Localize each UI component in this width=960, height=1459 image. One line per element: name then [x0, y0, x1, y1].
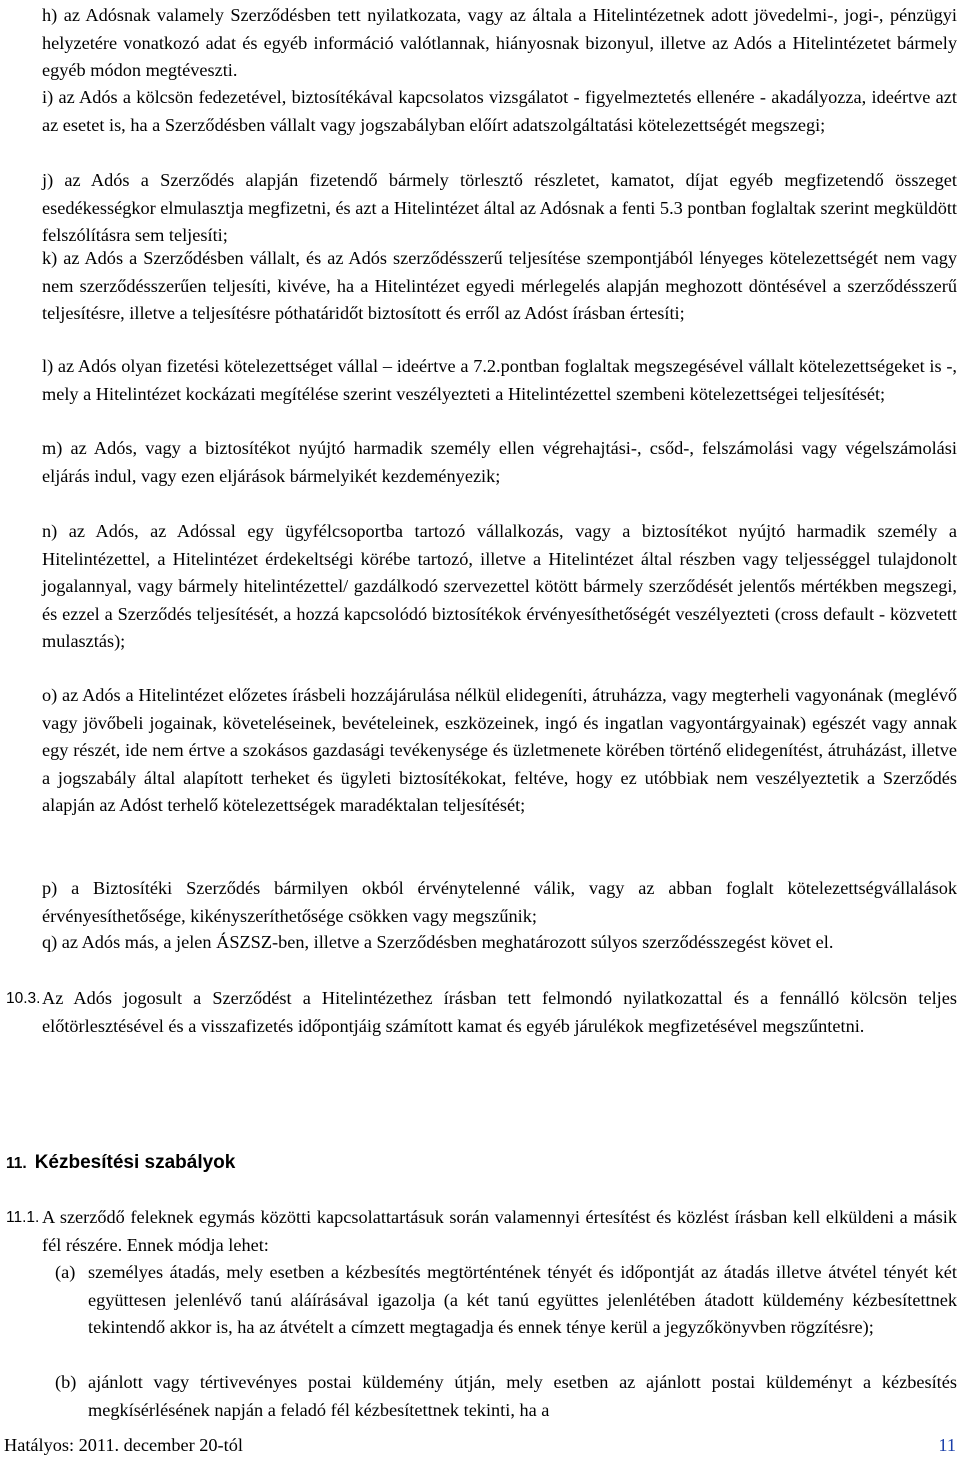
section-number: 11. [6, 1155, 27, 1172]
section-title: Kézbesítési szabályok [34, 1152, 236, 1173]
clause-number-11-1: 11.1. [6, 1209, 40, 1226]
footer-page-number: 11 [938, 1435, 956, 1455]
footer-effective-date: Hatályos: 2011. december 20-tól [4, 1435, 243, 1455]
clause-item-p: p) a Biztosítéki Szerződés bármilyen okból érvénytelenné válik, vagy az abban foglalt kötelezettségvállalások érvényesíthetősége, kikényszeríthetősége csökken vagy megszűnik; [42, 878, 957, 926]
subitem-label-b: (b) [55, 1372, 77, 1392]
clause-item-o: o) az Adós a Hitelintézet előzetes írásbeli hozzájárulása nélkül elidegeníti, átruházza, vagy megterheli vagyonának (meglévő vagy jövőbeli jogainak, követeléseinek, bevételeinek, eszközeinek, ingó és ingatlan vagyontárgyainak) egészét vagy annak egy részét, ide nem értve a szokásos gazdasági tevékenysége és üzletmenete körében történő elidegenítést, átruházást, illetve a jogszabály által alapított terheket és ügyleti biztosítékokat, feltéve, hogy ez utóbbiak nem veszélyeztetik a Szerződés alapján az Adóst terhelő kötelezettségek maradéktalan teljesítését; [42, 685, 957, 816]
clause-item-k: k) az Adós a Szerződésben vállalt, és az Adós szerződésszerű teljesítése szempontjából lényeges kötelezettségét nem vagy nem szerződésszerűen teljesíti, kivéve, ha a Hitelintézet egyedi mérlegelés alapján meghozott döntésével a szerződésszerű teljesítésre, illetve a teljesítésre póthatáridőt biztosított és erről az Adóst írásban értesíti; [42, 248, 957, 324]
clause-item-l: l) az Adós olyan fizetési kötelezettséget vállal – ideértve a 7.2.pontban foglaltak megszegésével vállalt kötelezettségeket is -, mely a Hitelintézet kockázati megítélése szerint veszélyezteti a Hitelintézettel szembeni kötelezettségei teljesítését; [42, 356, 957, 404]
clause-item-h: h) az Adósnak valamely Szerződésben tett nyilatkozata, vagy az általa a Hitelintézetnek adott jövedelmi-, jogi-, pénzügyi helyzetére vonatkozó adat és egyéb információ valótlannak, hiányosnak bizonyul, illetve az Adós a Hitelintézetet bármely egyéb módon megtéveszti. [42, 5, 957, 81]
clause-text-11-1: A szerződő feleknek egymás közötti kapcsolattartásuk során valamennyi értesítést és közlést írásban kell elküldeni a másik fél részére. Ennek módja lehet: [42, 1207, 957, 1255]
clause-item-i: i) az Adós a kölcsön fedezetével, biztosítékával kapcsolatos vizsgálatot - figyelmeztetés ellenére - akadályozza, ideértve azt az esetet is, ha a Szerződésben vállalt vagy jogszabályban előírt adatszolgáltatási kötelezettségét megszegi; [42, 87, 957, 135]
subitem-text-b: ajánlott vagy tértivevényes postai küldemény útján, mely esetben az ajánlott postai küldeményt a kézbesítés megkísérlésének napján a feladó fél kézbesítettnek tekinti, ha a [88, 1372, 957, 1420]
subitem-text-a: személyes átadás, mely esetben a kézbesítés megtörténtének tényét és időpontját az átadás illetve átvétel tényét két együttesen jelenlévő tanú aláírásával igazolja (a két tanú együttes jelenlétében átadott küldemény kézbesítettnek tekintendő akkor is, ha az átvételt a címzett megtagadja és ennek ténye kerül a jegyzőkönyvben rögzítésre); [88, 1262, 957, 1338]
clause-item-q: q) az Adós más, a jelen ÁSZSZ-ben, illetve a Szerződésben meghatározott súlyos szerződésszegést követ el. [42, 932, 834, 952]
clause-item-m: m) az Adós, vagy a biztosítékot nyújtó harmadik személy ellen végrehajtási-, csőd-, felszámolási vagy végelszámolási eljárás indul, vagy ezen eljárások bármelyikét kezdeményezik; [42, 438, 957, 486]
subitem-label-a: (a) [55, 1262, 76, 1282]
clause-text-10-3: Az Adós jogosult a Szerződést a Hitelintézethez írásban tett felmondó nyilatkozattal és a fennálló kölcsön teljes előtörlesztésével és a visszafizetés időpontjáig számított kamat és egyéb járulékok megfizetésével megszűntetni. [42, 988, 957, 1036]
section-heading-11 [6, 1149, 235, 1178]
clause-item-n: n) az Adós, az Adóssal egy ügyfélcsoportba tartozó vállalkozás, vagy a biztosítékot nyújtó harmadik személy a Hitelintézettel, a Hitelintézet érdekeltségi körébe tartozó, illetve a Hitelintézet által részben vagy teljességgel tulajdonolt jogalannyal, vagy bármely hitelintézettel/ gazdálkodó szervezettel kötött bármely szerződését jelentős mértékben megszegi, és ezzel a Szerződés teljesítését, a hozzá kapcsolódó biztosítékok érvényesíthetőségét veszélyezteti (cross default - közvetett mulasztás); [42, 521, 957, 652]
clause-item-j: j) az Adós a Szerződés alapján fizetendő bármely törlesztő részletet, kamatot, díjat egyéb megfizetendő összeget esedékességkor elmulasztja megfizetni, és azt a Hitelintézet által az Adósnak a fenti 5.3 pontban foglaltak szerint megküldött felszólításra sem teljesíti; [42, 170, 957, 246]
clause-number-10-3: 10.3. [6, 990, 41, 1007]
